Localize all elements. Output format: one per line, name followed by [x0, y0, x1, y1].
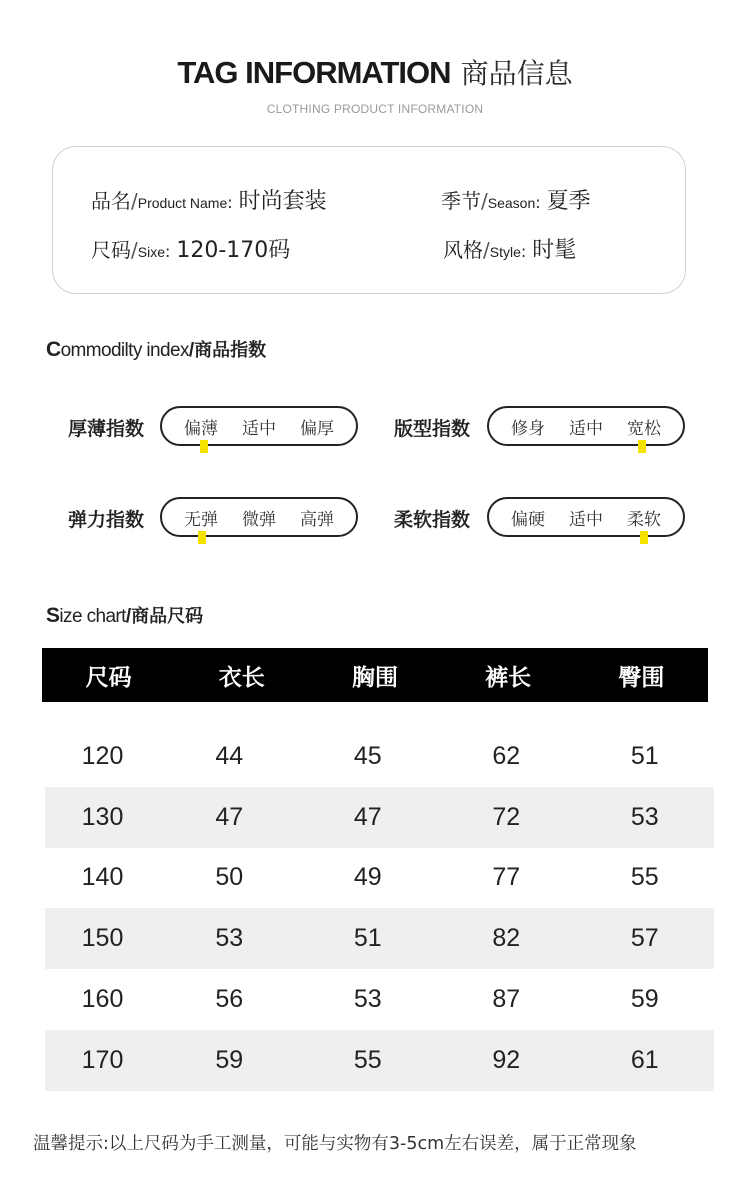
index-option: 偏硬 — [511, 509, 545, 530]
size-chart-title: Size chart / 商品尺码 — [46, 604, 204, 627]
column-header: 胸围 — [351, 664, 398, 691]
table-cell: 45 — [353, 741, 382, 770]
size-value: 120-170码 — [176, 238, 291, 263]
column-header: 尺码 — [85, 664, 132, 691]
index-label-softness: 柔软指数 — [394, 509, 471, 531]
tag-style: 风格 / Style : 时髦 — [443, 233, 576, 264]
size-table-header — [42, 648, 708, 702]
index-option: 宽松 — [627, 418, 661, 439]
commodity-index-title-cn: 商品指数 — [194, 340, 267, 361]
index-marker-fit — [638, 440, 646, 453]
tag-season: 季节 / Season : 夏季 — [441, 184, 591, 215]
size-label-cn: 尺码 — [91, 238, 131, 262]
index-scale-softness — [487, 497, 685, 537]
index-label-fit: 版型指数 — [394, 418, 471, 440]
index-marker-thickness — [200, 440, 208, 453]
style-label-cn: 风格 — [443, 238, 483, 262]
table-cell: 82 — [492, 924, 521, 953]
page-title — [177, 52, 572, 92]
table-cell: 53 — [353, 985, 382, 1014]
table-cell: 92 — [492, 1045, 521, 1074]
table-cell: 53 — [215, 924, 244, 953]
index-option: 柔软 — [627, 509, 661, 530]
table-cell: 51 — [630, 741, 659, 770]
index-option: 偏厚 — [300, 418, 334, 439]
table-row — [45, 969, 714, 1030]
index-option: 偏薄 — [184, 418, 218, 439]
product-name-label-en: Product Name — [137, 195, 228, 211]
table-cell: 51 — [353, 924, 382, 953]
table-cell: 130 — [81, 802, 124, 831]
index-option: 适中 — [569, 418, 603, 439]
table-cell: 44 — [215, 741, 244, 770]
tag-product-name: 品名 / Product Name : 时尚套装 — [91, 184, 327, 215]
column-header: 衣长 — [218, 664, 265, 691]
size-label-en: Sixe — [137, 244, 165, 260]
index-marker-elasticity — [198, 531, 206, 544]
title-chinese: 商品信息 — [460, 57, 573, 90]
index-option: 微弹 — [242, 509, 276, 530]
table-cell: 47 — [353, 802, 382, 831]
tag-info-card — [52, 146, 686, 294]
table-cell: 87 — [492, 985, 521, 1014]
product-name-value: 时尚套装 — [238, 189, 327, 214]
table-row — [45, 726, 714, 787]
table-cell: 55 — [630, 863, 659, 892]
table-cell: 47 — [215, 802, 244, 831]
table-cell: 72 — [492, 802, 521, 831]
table-cell: 62 — [492, 741, 521, 770]
table-cell: 61 — [630, 1045, 659, 1074]
measurement-note: 温馨提示:以上尺码为手工测量，可能与实物有3-5cm左右误差，属于正常现象 — [33, 1134, 637, 1154]
index-option: 高弹 — [300, 509, 334, 530]
index-scale-thickness — [160, 406, 358, 446]
size-chart-title-en: Size chart — [46, 604, 126, 627]
table-cell: 59 — [215, 1045, 244, 1074]
table-row — [45, 1030, 714, 1091]
page-subtitle: CLOTHING PRODUCT INFORMATION — [266, 102, 484, 116]
table-row — [45, 848, 714, 909]
table-cell: 59 — [630, 985, 659, 1014]
table-cell: 57 — [630, 924, 659, 953]
index-option: 无弹 — [184, 509, 218, 530]
index-marker-softness — [640, 531, 648, 544]
table-cell: 77 — [492, 863, 521, 892]
index-option: 适中 — [242, 418, 276, 439]
season-label-en: Season — [487, 195, 536, 211]
column-header: 臀围 — [618, 664, 665, 691]
season-value: 夏季 — [546, 189, 591, 214]
table-cell: 55 — [353, 1045, 382, 1074]
commodity-index-title-en: Commodilty index — [46, 338, 189, 361]
index-label-elasticity: 弹力指数 — [68, 509, 145, 531]
table-cell: 53 — [630, 802, 659, 831]
index-scale-fit — [487, 406, 685, 446]
table-cell: 140 — [81, 863, 124, 892]
table-cell: 50 — [215, 863, 244, 892]
index-scale-elasticity — [160, 497, 358, 537]
table-cell: 49 — [353, 863, 382, 892]
title-english: TAG INFORMATION — [177, 55, 451, 90]
tag-size: 尺码 / Sixe : 120-170码 — [91, 233, 290, 264]
table-cell: 120 — [81, 741, 124, 770]
table-cell: 56 — [215, 985, 244, 1014]
size-table — [45, 726, 714, 1091]
season-label-cn: 季节 — [441, 189, 481, 213]
column-header: 裤长 — [485, 664, 532, 691]
product-name-label-cn: 品名 — [91, 189, 131, 213]
table-cell: 160 — [81, 985, 124, 1014]
table-cell: 150 — [81, 924, 124, 953]
index-option: 适中 — [569, 509, 603, 530]
size-chart-title-cn: 商品尺码 — [131, 606, 204, 627]
table-cell: 170 — [81, 1045, 124, 1074]
commodity-index-title: Commodilty index / 商品指数 — [46, 338, 267, 361]
page-header — [0, 52, 750, 116]
style-label-en: Style — [489, 244, 521, 260]
index-option: 修身 — [511, 418, 545, 439]
style-value: 时髦 — [532, 238, 577, 263]
table-row — [45, 787, 714, 848]
index-label-thickness: 厚薄指数 — [68, 418, 145, 440]
table-row — [45, 908, 714, 969]
